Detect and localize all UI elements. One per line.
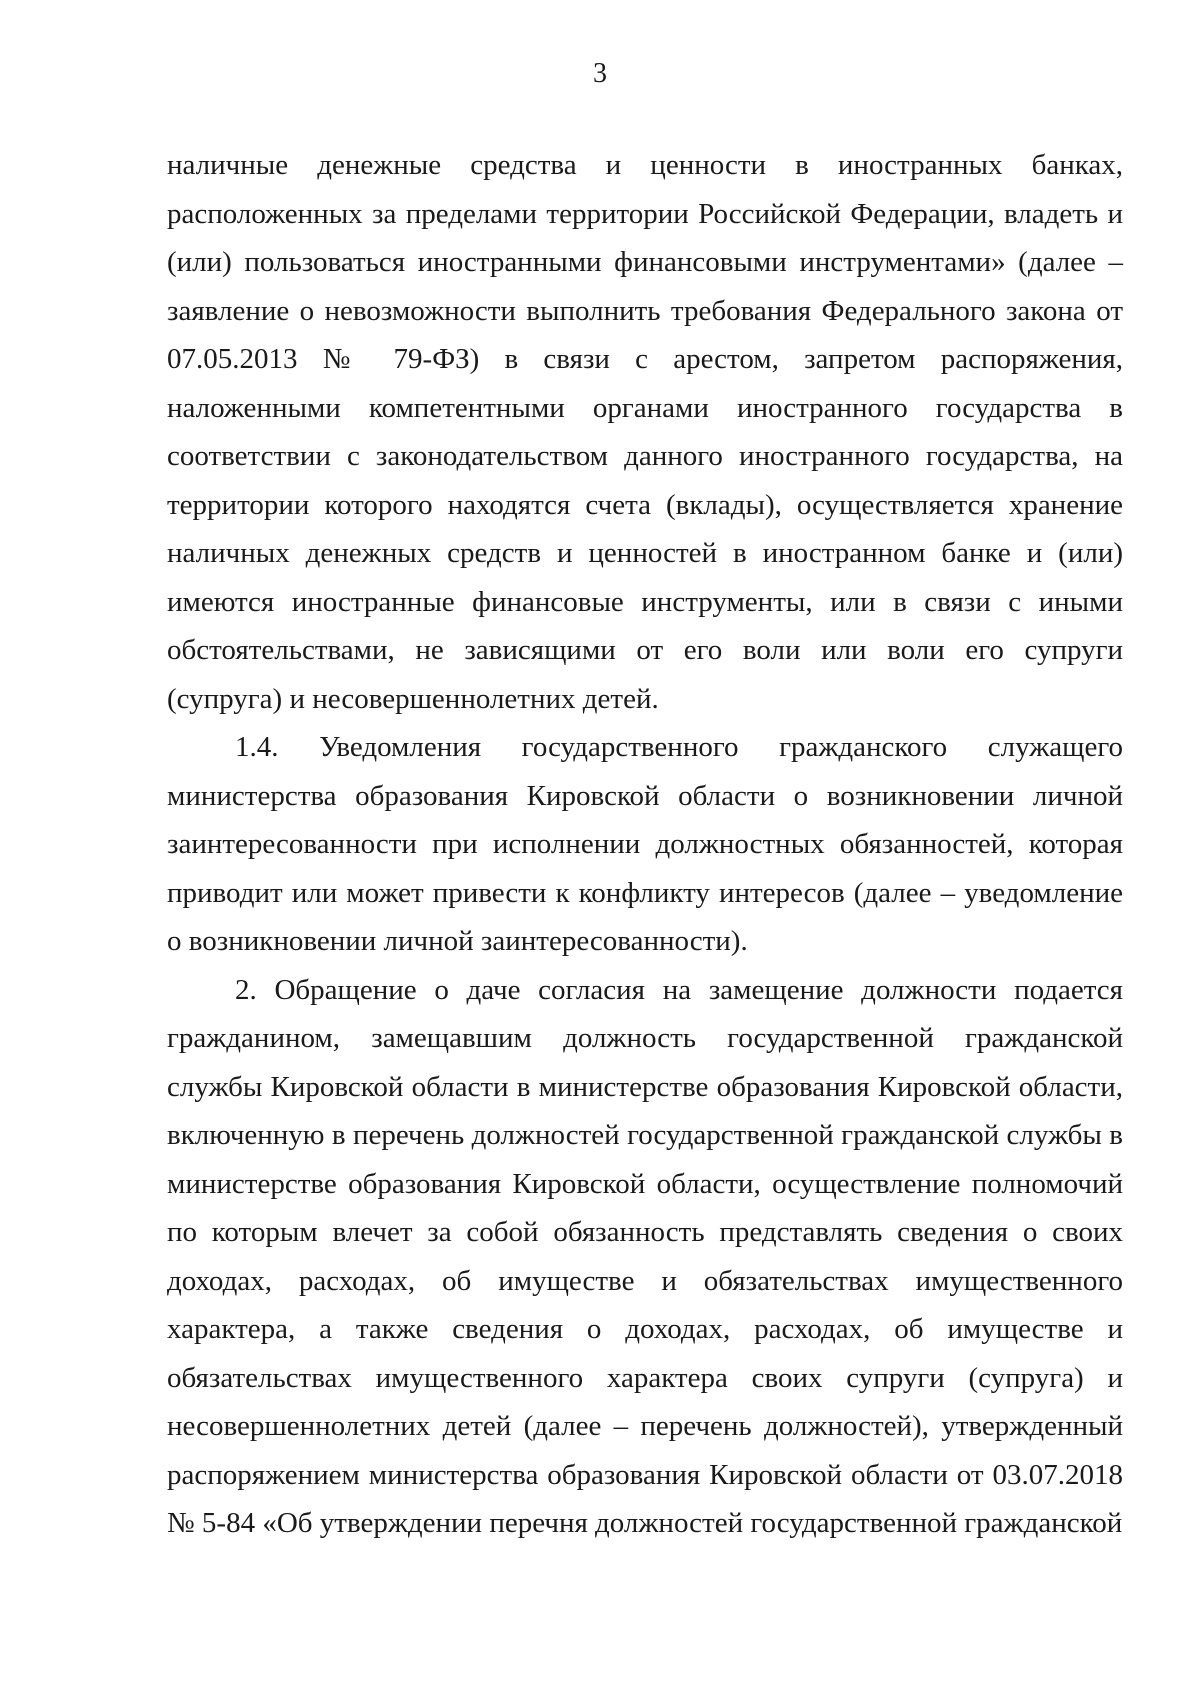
paragraph-continuation: наличные денежные средства и ценности в иностранных банках, расположенных за пределами территории Российской Федерации, владеть и (или) пользоваться иностранными финансовыми инструментами» (далее – заявление о невозможности выполнить требования Федерального закона от 07.05.2013 № 79-ФЗ) в связи с арестом, запретом распоряжения, наложенными компетентными органами иностранного государства в соответствии с законодательством данного иностранного государства, на территории которого находятся счета (вклады), осуществляется хранение наличных денежных средств и ценностей в иностранном банке и (или) имеются иностранные финансовые инструменты, или в связи с иными обстоятельствами, не зависящими от его воли или воли его супруги (супруга) и несовершеннолетних детей. <box>167 149 1123 715</box>
document-body <box>167 141 1123 1548</box>
paragraph-2: 2. Обращение о даче согласия на замещение должности подается гражданином, замещавшим должность государственной гражданской службы Кировской области в министерстве образования Кировской области, включенную в перечень должностей государственной гражданской службы в министерстве образования Кировской области, осуществление полномочий по которым влечет за собой обязанность представлять сведения о своих доходах, расходах, об имуществе и обязательствах имущественного характера, а также сведения о доходах, расходах, об имуществе и обязательствах имущественного характера своих супруги (супруга) и несовершеннолетних детей (далее – перечень должностей), утвержденный распоряжением министерства образования Кировской области от 03.07.2018 № 5-84 «Об утверждении перечня должностей государственной гражданской <box>167 973 1123 1539</box>
paragraph-1-4: 1.4. Уведомления государственного гражданского служащего министерства образования Кировской области о возникновении личной заинтересованности при исполнении должностных обязанностей, которая приводит или может привести к конфликту интересов (далее – уведомление о возникновении личной заинтересованности). <box>167 731 1123 957</box>
page-number: 3 <box>593 58 607 89</box>
